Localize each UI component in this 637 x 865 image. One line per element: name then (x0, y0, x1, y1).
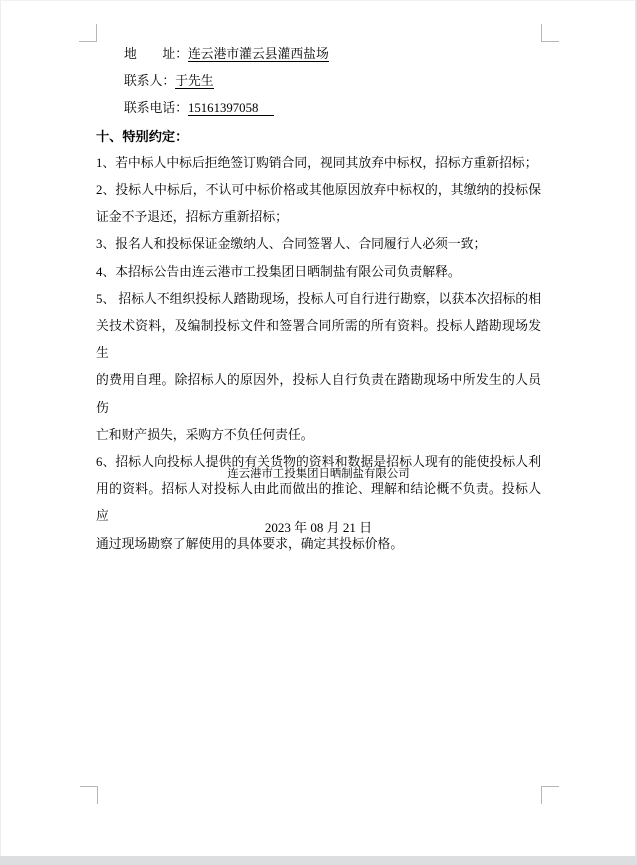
clause-5-line-1: 5、 招标人不组织投标人踏勘现场，投标人可自行进行勘察，以获本次招标的相 (96, 291, 541, 306)
contact-info-block (96, 41, 541, 123)
address-value: 连云港市灌云县灌西盐场 (187, 47, 329, 61)
clause-6-line-3: 通过现场勘察了解使用的具体要求，确定其投标价格。 (96, 536, 404, 551)
clause-3-line: 3、报名人和投标保证金缴纳人、合同签署人、合同履行人必须一致； (96, 237, 487, 252)
clause-1-line: 1、若中标人中标后拒绝签订购销合同，视同其放弃中标权，招标方重新招标； (96, 155, 538, 170)
signature-date: 2023 年 08 月 21 日 (264, 520, 373, 535)
margin-crop-mark-top-left (79, 24, 97, 42)
clause-2-line-2: 证金不予退还，招标方重新招标； (96, 210, 288, 225)
section-heading: 十、特别约定： (96, 128, 189, 144)
margin-crop-mark-top-right (541, 24, 559, 42)
address-label: 地 址： (124, 47, 188, 61)
clause-5-line-3: 的费用自理。除招标人的原因外，投标人自行负责在踏勘现场中所发生的人员伤 (96, 373, 541, 415)
phone-line (124, 95, 541, 122)
contact-person-line (124, 68, 541, 95)
clause-5-line-2: 关技术资料，及编制投标文件和签署合同所需的所有资料。投标人踏勘现场发生 (96, 319, 541, 361)
clause-6-line-2: 用的资料。招标人对投标人由此而做出的推论、理解和结论概不负责。投标人应 (96, 482, 541, 524)
margin-crop-mark-bottom-left (80, 786, 98, 804)
margin-crop-mark-bottom-right (541, 786, 559, 804)
phone-label: 联系电话： (124, 101, 188, 116)
address-line (124, 41, 541, 68)
clause-2-line-1: 2、投标人中标后，不认可中标价格或其他原因放弃中标权的，其缴纳的投标保 (96, 183, 541, 198)
clause-4-line: 4、本招标公告由连云港市工投集团日晒制盐有限公司负责解释。 (96, 264, 461, 279)
clause-6-line-1: 6、招标人向投标人提供的有关货物的资料和数据是招标人现有的能使投标人利 (96, 455, 541, 470)
clause-5-line-4: 亡和财产损失，采购方不负任何责任。 (96, 427, 314, 442)
contact-person-label: 联系人： (124, 74, 176, 89)
contact-person-value: 于先生 (175, 74, 214, 89)
phone-value: 15161397058 (188, 101, 274, 116)
signature-company-name: 连云港市工投集团日晒制盐有限公司 (227, 468, 410, 480)
